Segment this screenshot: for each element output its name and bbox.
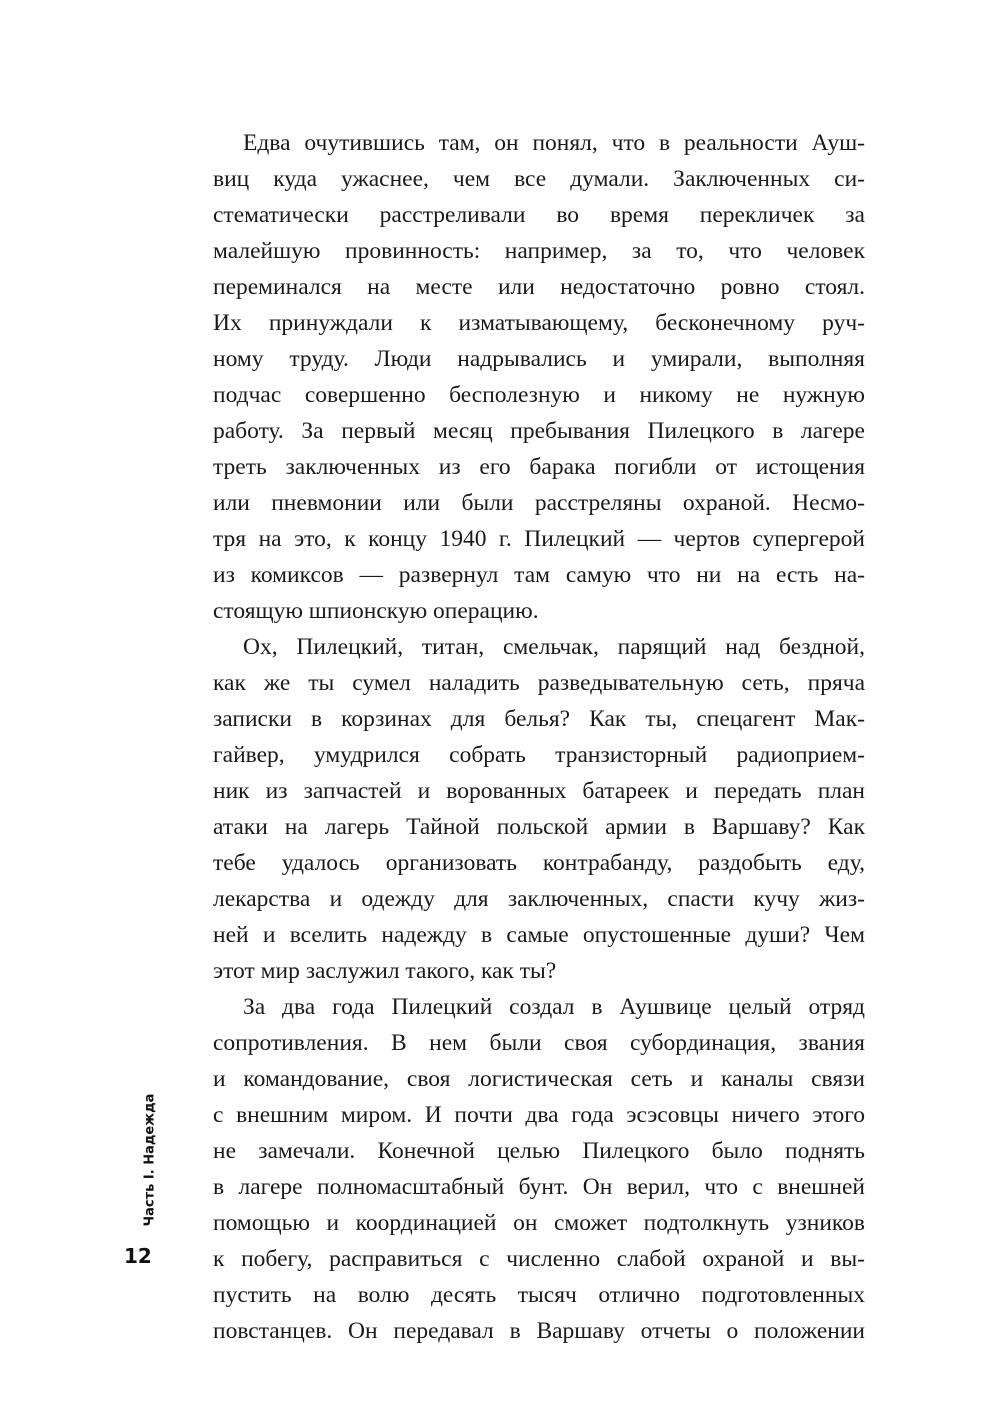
page-number: 12	[124, 1244, 152, 1268]
text-line: из комиксов — развернул там самую что ни на есть на-	[213, 562, 865, 588]
text-line: помощью и координацией он сможет подтолкнуть узников	[213, 1210, 865, 1236]
text-line: атаки на лагерь Тайной польской армии в Варшаву? Как	[213, 814, 865, 840]
text-line: ник из запчастей и ворованных батареек и передать план	[213, 778, 865, 804]
text-line: работу. За первый месяц пребывания Пилецкого в лагере	[213, 418, 865, 444]
text-line: ному труду. Люди надрывались и умирали, выполняя	[213, 346, 865, 372]
text-line: подчас совершенно бесполезную и никому не нужную	[213, 382, 865, 408]
text-line: стематически расстреливали во время перекличек за	[213, 202, 865, 228]
text-line: с внешним миром. И почти два года эсэсовцы ничего этого	[213, 1102, 865, 1128]
text-line: записки в корзинах для белья? Как ты, спецагент Мак-	[213, 706, 865, 732]
text-line: переминался на месте или недостаточно ровно стоял.	[213, 274, 865, 300]
text-line: тебе удалось организовать контрабанду, раздобыть еду,	[213, 850, 865, 876]
text-line: лекарства и одежду для заключенных, спасти кучу жиз-	[213, 886, 865, 912]
text-line: тря на это, к концу 1940 г. Пилецкий — чертов супергерой	[213, 526, 865, 552]
text-line: За два года Пилецкий создал в Аушвице целый отряд	[243, 994, 865, 1020]
text-line: Едва очутившись там, он понял, что в реальности Ауш-	[243, 130, 865, 156]
text-line: не замечали. Конечной целью Пилецкого было поднять	[213, 1138, 865, 1164]
text-line: в лагере полномасштабный бунт. Он верил, что с внешней	[213, 1174, 865, 1200]
text-line: стоящую шпионскую операцию.	[213, 598, 539, 624]
text-line: Их принуждали к изматывающему, бесконечному руч-	[213, 310, 865, 336]
text-line: Ох, Пилецкий, титан, смельчак, парящий над бездной,	[243, 634, 865, 660]
text-line: треть заключенных из его барака погибли от истощения	[213, 454, 865, 480]
text-line: гайвер, умудрился собрать транзисторный радиоприем-	[213, 742, 865, 768]
text-line: к побегу, расправиться с численно слабой охраной и вы-	[213, 1246, 865, 1272]
text-line: виц куда ужаснее, чем все думали. Заключенных си-	[213, 166, 865, 192]
running-head: Часть I. Надежда	[142, 1093, 158, 1227]
text-line: малейшую провинность: например, за то, что человек	[213, 238, 865, 264]
text-line: этот мир заслужил такого, как ты?	[213, 958, 557, 984]
text-line: как же ты сумел наладить разведывательную сеть, пряча	[213, 670, 865, 696]
text-line: и командование, своя логистическая сеть и каналы связи	[213, 1066, 865, 1092]
text-line: сопротивления. В нем были своя субординация, звания	[213, 1030, 865, 1056]
text-line: ней и вселить надежду в самые опустошенные души? Чем	[213, 922, 865, 948]
text-line: или пневмонии или были расстреляны охраной. Несмо-	[213, 490, 865, 516]
body-text	[213, 125, 865, 1349]
text-line: пустить на волю десять тысяч отлично подготовленных	[213, 1282, 865, 1308]
text-line: повстанцев. Он передавал в Варшаву отчеты о положении	[213, 1318, 865, 1344]
